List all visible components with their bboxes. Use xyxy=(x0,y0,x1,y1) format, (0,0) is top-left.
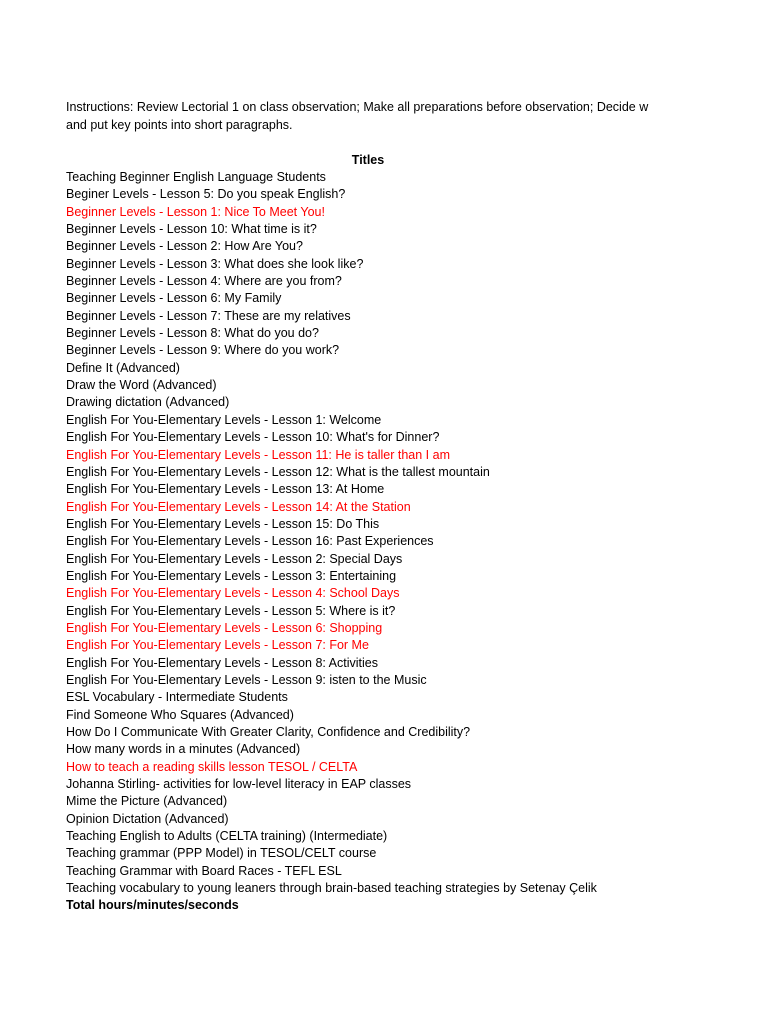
titles-header: Titles xyxy=(351,153,385,167)
title-item: Define It (Advanced) xyxy=(66,360,180,375)
title-item: English For You-Elementary Levels - Lesson 2: Special Days xyxy=(66,551,403,566)
total-label: Total hours/minutes/seconds xyxy=(66,898,239,913)
title-item: English For You-Elementary Levels - Lesson 8: Activities xyxy=(66,655,378,670)
title-item: Teaching Grammar with Board Races - TEFL ESL xyxy=(66,863,342,878)
title-item: Draw the Word (Advanced) xyxy=(66,378,217,393)
instructions-block xyxy=(66,98,746,134)
titles-list xyxy=(66,169,746,897)
title-item: English For You-Elementary Levels - Lesson 4: School Days xyxy=(66,586,400,601)
title-item: Beginner Levels - Lesson 4: Where are you from? xyxy=(66,274,342,289)
title-item: English For You-Elementary Levels - Lesson 9: isten to the Music xyxy=(66,672,427,687)
title-item: How many words in a minutes (Advanced) xyxy=(66,742,301,757)
title-item: Teaching English to Adults (CELTA training) (Intermediate) xyxy=(66,829,388,844)
instructions-line-1: Instructions: Review Lectorial 1 on class observation; Make all preparations before observation; Decide w xyxy=(66,100,649,114)
title-item: Johanna Stirling- activities for low-level literacy in EAP classes xyxy=(66,777,412,792)
title-item: English For You-Elementary Levels - Lesson 14: At the Station xyxy=(66,499,411,514)
title-item: ESL Vocabulary - Intermediate Students xyxy=(66,690,288,705)
title-item: Beginner Levels - Lesson 1: Nice To Meet You! xyxy=(66,204,325,219)
title-item: Teaching Beginner English Language Students xyxy=(66,170,326,184)
title-item: How to teach a reading skills lesson TESOL / CELTA xyxy=(66,759,358,774)
title-item: Teaching grammar (PPP Model) in TESOL/CELT course xyxy=(66,846,377,861)
title-item: Find Someone Who Squares (Advanced) xyxy=(66,707,294,722)
title-item: Beginner Levels - Lesson 7: These are my relatives xyxy=(66,308,351,323)
title-item: Drawing dictation (Advanced) xyxy=(66,395,230,410)
title-item: English For You-Elementary Levels - Lesson 12: What is the tallest mountain xyxy=(66,464,490,479)
title-item: Beginner Levels - Lesson 6: My Family xyxy=(66,291,282,306)
title-item: English For You-Elementary Levels - Lesson 13: At Home xyxy=(66,482,385,497)
title-item: Beginner Levels - Lesson 2: How Are You? xyxy=(66,239,303,254)
title-item: Teaching vocabulary to young leaners through brain-based teaching strategies by Setenay Çelik xyxy=(66,881,597,896)
title-item: How Do I Communicate With Greater Clarity, Confidence and Credibility? xyxy=(66,725,471,739)
instructions-line-2: and put key points into short paragraphs. xyxy=(66,118,293,132)
title-item: English For You-Elementary Levels - Lesson 15: Do This xyxy=(66,516,380,531)
title-item: Beginner Levels - Lesson 3: What does she look like? xyxy=(66,256,364,271)
title-item: Beginner Levels - Lesson 9: Where do you work? xyxy=(66,343,340,358)
title-item: Beginner Levels - Lesson 10: What time is it? xyxy=(66,222,317,237)
document-sheet xyxy=(66,98,746,915)
title-item: English For You-Elementary Levels - Lesson 1: Welcome xyxy=(66,412,382,427)
title-item: English For You-Elementary Levels - Lesson 7: For Me xyxy=(66,638,369,653)
title-item: English For You-Elementary Levels - Lesson 5: Where is it? xyxy=(66,603,396,618)
title-item: Opinion Dictation (Advanced) xyxy=(66,811,229,826)
title-item: English For You-Elementary Levels - Lesson 3: Entertaining xyxy=(66,568,397,583)
title-item: English For You-Elementary Levels - Lesson 11: He is taller than I am xyxy=(66,447,450,462)
title-item: English For You-Elementary Levels - Lesson 10: What's for Dinner? xyxy=(66,430,440,445)
title-item: English For You-Elementary Levels - Lesson 6: Shopping xyxy=(66,620,383,635)
title-item: English For You-Elementary Levels - Lesson 16: Past Experiences xyxy=(66,534,434,549)
title-item: Beginner Levels - Lesson 8: What do you do? xyxy=(66,326,319,341)
title-item: Mime the Picture (Advanced) xyxy=(66,794,228,809)
title-item: Beginer Levels - Lesson 5: Do you speak English? xyxy=(66,187,346,202)
